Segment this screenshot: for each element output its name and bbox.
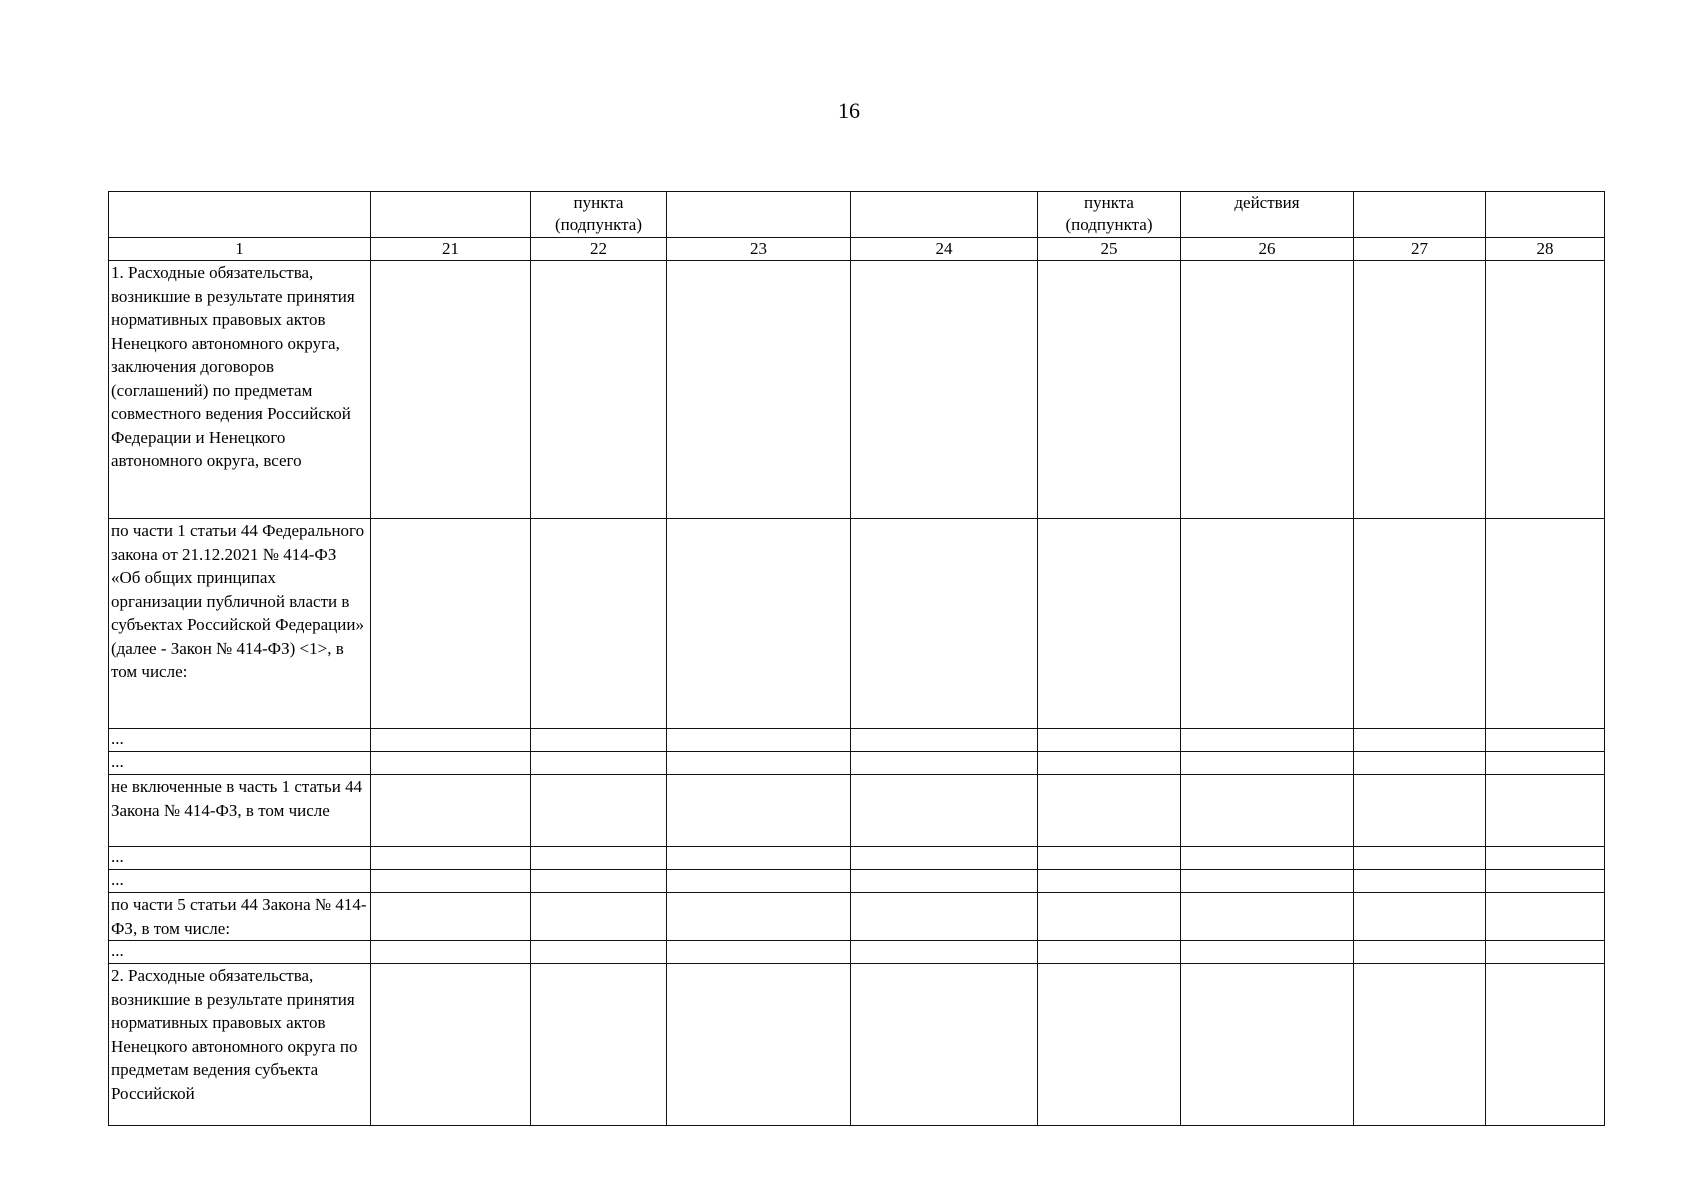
column-number: 1 [109, 238, 371, 261]
table-row [109, 519, 1605, 729]
column-number-row [109, 238, 1605, 261]
table-row [109, 752, 1605, 775]
table-row [109, 893, 1605, 941]
row-label: по части 5 статьи 44 Закона № 414-ФЗ, в том числе: [109, 893, 371, 941]
header-cell-23 [667, 192, 851, 238]
column-number: 27 [1354, 238, 1486, 261]
table-row [109, 261, 1605, 519]
header-cell-25: пункта (подпункта) [1038, 192, 1181, 238]
expenditure-register-table [108, 191, 1605, 1126]
column-number: 25 [1038, 238, 1181, 261]
header-cell-24 [851, 192, 1038, 238]
table-row [109, 941, 1605, 964]
row-label: ... [109, 870, 371, 893]
header-row [109, 192, 1605, 238]
row-label: 1. Расходные обязательства, возникшие в результате принятия нормативных правовых актов Ненецкого автономного округа, заключения договоров (соглашений) по предметам совместного ведения Российской Федерации и Ненецкого автономного округа, всего [109, 261, 371, 519]
table-row [109, 964, 1605, 1126]
table-row [109, 870, 1605, 893]
column-number: 23 [667, 238, 851, 261]
header-cell-1 [109, 192, 371, 238]
header-cell-26: действия [1181, 192, 1354, 238]
page-number: 16 [838, 98, 860, 123]
table-row [109, 775, 1605, 847]
header-cell-22: пункта (подпункта) [531, 192, 667, 238]
table-row [109, 847, 1605, 870]
column-number: 28 [1486, 238, 1605, 261]
column-number: 22 [531, 238, 667, 261]
column-number: 26 [1181, 238, 1354, 261]
row-label: не включенные в часть 1 статьи 44 Закона № 414-ФЗ, в том числе [109, 775, 371, 847]
row-label: ... [109, 752, 371, 775]
column-number: 21 [371, 238, 531, 261]
column-number: 24 [851, 238, 1038, 261]
table-row [109, 729, 1605, 752]
header-cell-21 [371, 192, 531, 238]
row-label: по части 1 статьи 44 Федерального закона от 21.12.2021 № 414-ФЗ «Об общих принципах организации публичной власти в субъектах Российской Федерации» (далее - Закон № 414-ФЗ) <1>, в том числе: [109, 519, 371, 729]
row-label: ... [109, 847, 371, 870]
row-label: ... [109, 941, 371, 964]
row-label: 2. Расходные обязательства, возникшие в результате принятия нормативных правовых актов Ненецкого автономного округа по предметам ведения субъекта Российской [109, 964, 371, 1126]
header-cell-28 [1486, 192, 1605, 238]
header-cell-27 [1354, 192, 1486, 238]
row-label: ... [109, 729, 371, 752]
